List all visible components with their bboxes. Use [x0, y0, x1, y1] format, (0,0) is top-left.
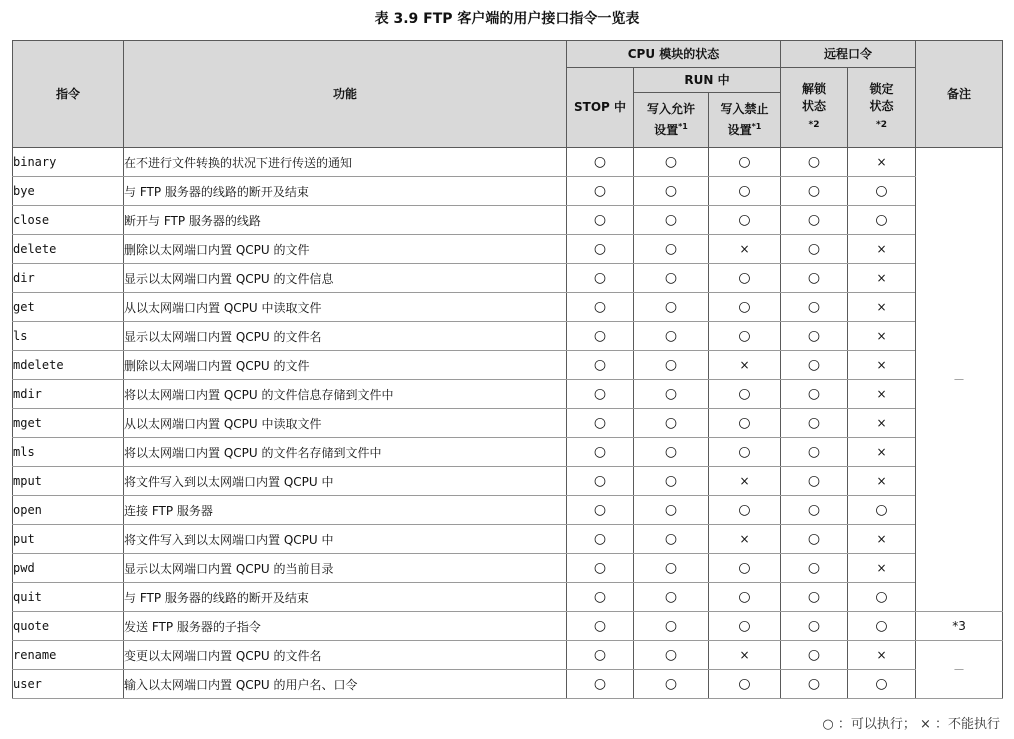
table-row	[13, 177, 1003, 206]
command-cell: quit	[13, 583, 124, 612]
status-cell-run-forbid: ×	[709, 467, 781, 496]
function-cell: 变更以太网端口内置 QCPU 的文件名	[124, 641, 567, 670]
function-cell: 将以太网端口内置 QCPU 的文件名存储到文件中	[124, 438, 567, 467]
header-cpu-state: CPU 模块的状态	[567, 41, 781, 68]
table-row	[13, 380, 1003, 409]
table-row	[13, 264, 1003, 293]
status-cell-lock: ×	[848, 641, 916, 670]
function-cell: 删除以太网端口内置 QCPU 的文件	[124, 351, 567, 380]
status-cell-lock: ○	[848, 612, 916, 641]
status-cell-lock: ○	[848, 206, 916, 235]
status-cell-stop: ○	[567, 206, 634, 235]
status-cell-lock: ○	[848, 177, 916, 206]
status-cell-lock: ×	[848, 235, 916, 264]
status-cell-lock: ○	[848, 496, 916, 525]
status-cell-run-forbid: ○	[709, 293, 781, 322]
status-cell-unlock: ○	[781, 322, 848, 351]
table-row	[13, 322, 1003, 351]
status-cell-run-allow: ○	[634, 148, 709, 177]
status-cell-run-allow: ○	[634, 496, 709, 525]
status-cell-run-forbid: ○	[709, 583, 781, 612]
status-cell-run-allow: ○	[634, 554, 709, 583]
header-lock-label: 锁定	[869, 82, 894, 96]
header-write-allowed-footnote: *1	[678, 122, 688, 131]
status-cell-run-allow: ○	[634, 525, 709, 554]
status-cell-stop: ○	[567, 293, 634, 322]
status-cell-lock: ○	[848, 583, 916, 612]
status-cell-lock: ×	[848, 322, 916, 351]
status-cell-unlock: ○	[781, 264, 848, 293]
status-cell-stop: ○	[567, 177, 634, 206]
status-cell-run-forbid: ○	[709, 438, 781, 467]
header-lock-state-label: 状态	[869, 99, 894, 113]
function-cell: 输入以太网端口内置 QCPU 的用户名、口令	[124, 670, 567, 699]
command-cell: open	[13, 496, 124, 525]
function-cell: 与 FTP 服务器的线路的断开及结束	[124, 177, 567, 206]
status-cell-lock: ×	[848, 525, 916, 554]
header-write-forbidden-footnote: *1	[751, 122, 762, 131]
status-cell-unlock: ○	[781, 467, 848, 496]
status-cell-run-forbid: ○	[709, 612, 781, 641]
command-cell: ls	[13, 322, 124, 351]
header-unlock-state-label: 状态	[801, 99, 826, 113]
status-cell-unlock: ○	[781, 438, 848, 467]
function-cell: 将以太网端口内置 QCPU 的文件信息存储到文件中	[124, 380, 567, 409]
status-cell-run-forbid: ×	[709, 525, 781, 554]
header-unlock-state	[781, 68, 848, 148]
function-cell: 在不进行文件转换的状况下进行传送的通知	[124, 148, 567, 177]
status-cell-run-forbid: ○	[709, 554, 781, 583]
command-cell: pwd	[13, 554, 124, 583]
function-cell: 显示以太网端口内置 QCPU 的当前目录	[124, 554, 567, 583]
status-cell-stop: ○	[567, 670, 634, 699]
status-cell-unlock: ○	[781, 670, 848, 699]
status-cell-run-forbid: ○	[709, 177, 781, 206]
status-cell-stop: ○	[567, 148, 634, 177]
status-cell-lock: ×	[848, 264, 916, 293]
function-cell: 发送 FTP 服务器的子指令	[124, 612, 567, 641]
status-cell-lock: ×	[848, 293, 916, 322]
status-cell-run-forbid: ×	[709, 351, 781, 380]
command-cell: mdelete	[13, 351, 124, 380]
table-row	[13, 583, 1003, 612]
notes-cell: －	[916, 641, 1003, 699]
status-cell-run-allow: ○	[634, 264, 709, 293]
status-cell-stop: ○	[567, 525, 634, 554]
status-cell-unlock: ○	[781, 554, 848, 583]
command-cell: mput	[13, 467, 124, 496]
command-cell: dir	[13, 264, 124, 293]
header-write-allowed-setting: 设置	[654, 123, 679, 137]
status-cell-run-forbid: ○	[709, 380, 781, 409]
table-row	[13, 438, 1003, 467]
status-cell-unlock: ○	[781, 380, 848, 409]
status-cell-unlock: ○	[781, 148, 848, 177]
function-cell: 显示以太网端口内置 QCPU 的文件信息	[124, 264, 567, 293]
status-cell-unlock: ○	[781, 612, 848, 641]
status-cell-unlock: ○	[781, 177, 848, 206]
status-cell-run-allow: ○	[634, 438, 709, 467]
status-cell-stop: ○	[567, 496, 634, 525]
status-cell-run-forbid: ○	[709, 322, 781, 351]
header-write-forbidden-label: 写入禁止	[720, 102, 769, 116]
status-cell-unlock: ○	[781, 235, 848, 264]
status-cell-unlock: ○	[781, 496, 848, 525]
status-cell-stop: ○	[567, 351, 634, 380]
command-cell: quote	[13, 612, 124, 641]
status-cell-lock: ×	[848, 554, 916, 583]
status-cell-run-allow: ○	[634, 351, 709, 380]
status-cell-run-allow: ○	[634, 380, 709, 409]
function-cell: 将文件写入到以太网端口内置 QCPU 中	[124, 467, 567, 496]
command-cell: delete	[13, 235, 124, 264]
status-cell-run-forbid: ○	[709, 264, 781, 293]
status-cell-unlock: ○	[781, 409, 848, 438]
status-cell-run-allow: ○	[634, 583, 709, 612]
table-row	[13, 554, 1003, 583]
status-cell-run-forbid: ×	[709, 235, 781, 264]
function-cell: 与 FTP 服务器的线路的断开及结束	[124, 583, 567, 612]
header-command: 指令	[13, 41, 124, 148]
status-cell-run-forbid: ○	[709, 409, 781, 438]
table-row	[13, 525, 1003, 554]
status-cell-stop: ○	[567, 641, 634, 670]
status-cell-run-forbid: ○	[709, 496, 781, 525]
status-cell-lock: ×	[848, 409, 916, 438]
table-row	[13, 641, 1003, 670]
status-cell-run-forbid: ○	[709, 206, 781, 235]
function-cell: 将文件写入到以太网端口内置 QCPU 中	[124, 525, 567, 554]
status-cell-stop: ○	[567, 380, 634, 409]
status-cell-lock: ×	[848, 380, 916, 409]
header-lock-footnote: *2	[876, 120, 887, 130]
table-row	[13, 409, 1003, 438]
command-cell: mget	[13, 409, 124, 438]
status-cell-stop: ○	[567, 583, 634, 612]
function-cell: 连接 FTP 服务器	[124, 496, 567, 525]
table-row	[13, 496, 1003, 525]
table-row	[13, 206, 1003, 235]
status-cell-stop: ○	[567, 554, 634, 583]
command-cell: put	[13, 525, 124, 554]
header-remote-password: 远程口令	[781, 41, 916, 68]
table-title: 表 3.9 FTP 客户端的用户接口指令一览表	[374, 11, 640, 27]
status-cell-lock: ×	[848, 351, 916, 380]
status-cell-stop: ○	[567, 612, 634, 641]
status-cell-unlock: ○	[781, 293, 848, 322]
table-row	[13, 467, 1003, 496]
status-cell-unlock: ○	[781, 206, 848, 235]
status-cell-run-allow: ○	[634, 612, 709, 641]
status-cell-run-forbid: ○	[709, 670, 781, 699]
command-table	[12, 40, 1003, 699]
status-cell-lock: ○	[848, 670, 916, 699]
header-run: RUN 中	[634, 68, 781, 93]
status-cell-run-allow: ○	[634, 293, 709, 322]
status-cell-lock: ×	[848, 467, 916, 496]
header-stop: STOP 中	[567, 68, 634, 148]
status-cell-run-allow: ○	[634, 322, 709, 351]
table-row	[13, 612, 1003, 641]
status-cell-unlock: ○	[781, 351, 848, 380]
header-lock-state	[848, 68, 916, 148]
status-cell-stop: ○	[567, 264, 634, 293]
status-cell-unlock: ○	[781, 583, 848, 612]
command-cell: user	[13, 670, 124, 699]
header-function: 功能	[124, 41, 567, 148]
header-unlock-footnote: *2	[808, 120, 820, 130]
header-write-allowed	[634, 93, 709, 148]
command-cell: mls	[13, 438, 124, 467]
table-row	[13, 148, 1003, 177]
status-cell-run-forbid: ○	[709, 148, 781, 177]
header-write-allowed-label: 写入允许	[646, 102, 695, 116]
notes-cell: －	[916, 148, 1003, 612]
notes-cell-quote: *3	[916, 612, 1003, 641]
header-unlock-label: 解锁	[801, 82, 826, 96]
status-cell-run-forbid: ×	[709, 641, 781, 670]
table-row	[13, 670, 1003, 699]
table-row	[13, 235, 1003, 264]
legend: ○ ：可以执行； × ：不能执行	[822, 717, 1000, 732]
status-cell-unlock: ○	[781, 641, 848, 670]
status-cell-run-allow: ○	[634, 177, 709, 206]
command-cell: mdir	[13, 380, 124, 409]
status-cell-run-allow: ○	[634, 206, 709, 235]
command-cell: get	[13, 293, 124, 322]
status-cell-run-allow: ○	[634, 641, 709, 670]
function-cell: 从以太网端口内置 QCPU 中读取文件	[124, 293, 567, 322]
status-cell-stop: ○	[567, 467, 634, 496]
status-cell-run-allow: ○	[634, 670, 709, 699]
function-cell: 显示以太网端口内置 QCPU 的文件名	[124, 322, 567, 351]
status-cell-stop: ○	[567, 438, 634, 467]
status-cell-stop: ○	[567, 409, 634, 438]
status-cell-unlock: ○	[781, 525, 848, 554]
header-notes: 备注	[916, 41, 1003, 148]
function-cell: 断开与 FTP 服务器的线路	[124, 206, 567, 235]
command-cell: rename	[13, 641, 124, 670]
header-write-forbidden	[709, 93, 781, 148]
status-cell-stop: ○	[567, 322, 634, 351]
status-cell-stop: ○	[567, 235, 634, 264]
header-write-forbidden-setting: 设置	[727, 123, 752, 137]
table-row	[13, 351, 1003, 380]
function-cell: 从以太网端口内置 QCPU 中读取文件	[124, 409, 567, 438]
status-cell-run-allow: ○	[634, 467, 709, 496]
status-cell-lock: ×	[848, 438, 916, 467]
status-cell-run-allow: ○	[634, 409, 709, 438]
command-cell: bye	[13, 177, 124, 206]
status-cell-lock: ×	[848, 148, 916, 177]
command-cell: binary	[13, 148, 124, 177]
table-row	[13, 293, 1003, 322]
status-cell-run-allow: ○	[634, 235, 709, 264]
function-cell: 删除以太网端口内置 QCPU 的文件	[124, 235, 567, 264]
command-cell: close	[13, 206, 124, 235]
